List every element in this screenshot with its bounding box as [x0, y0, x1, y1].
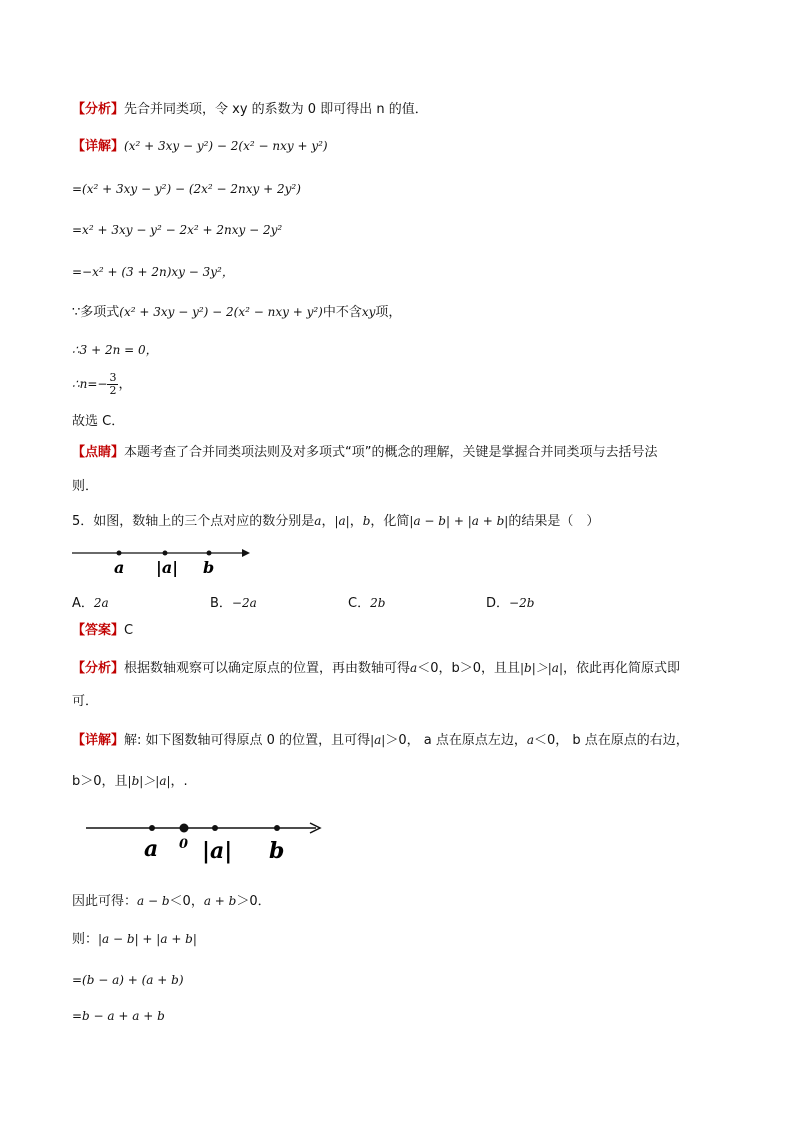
then-line — [72, 930, 197, 949]
detail-step-1: =(x² + 3xy − y²) − (2x² − 2nxy + 2y²) — [72, 182, 301, 196]
numberline1-label-b: b — [203, 558, 215, 577]
choice-c[interactable] — [348, 592, 385, 611]
detail-tag: 【详解】 — [72, 139, 125, 154]
choice-d-label: D． — [486, 596, 510, 611]
answer-tag: 【答案】 — [72, 623, 125, 638]
comment-text-2: 则． — [72, 479, 99, 494]
final-step-2: =b − a + a + b — [72, 1009, 165, 1023]
stem-part-c: 的结果是（ ） — [508, 514, 600, 529]
question-5-stem — [72, 512, 599, 531]
answer-line — [72, 622, 133, 640]
question-expression: |a − b| + |a + b| — [409, 514, 509, 528]
fraction-denominator: 2 — [109, 384, 117, 397]
choice-d[interactable] — [486, 592, 534, 611]
numberline1-label-a: a — [114, 558, 125, 577]
analysis2-var-a: a — [410, 661, 418, 675]
polynomial: (x² + 3xy − y²) − 2(x² − nxy + y²) — [119, 305, 323, 319]
choice-c-label: C． — [348, 596, 371, 611]
choice-d-value: −2b — [509, 596, 535, 610]
numberline2-label-abs-a: |a| — [202, 838, 233, 864]
final-step-1: =(b − a) + (a + b) — [72, 973, 184, 987]
detail2-abs-compare: |b|＞|a| — [127, 774, 171, 788]
hence-line — [72, 892, 271, 911]
detail-step-2: =x² + 3xy − y² − 2x² + 2nxy − 2y² — [72, 223, 283, 237]
then-text: 则： — [72, 932, 99, 947]
choice-b[interactable] — [210, 592, 257, 611]
then-expression: |a − b| + |a + b| — [98, 932, 197, 946]
term-text: 项， — [375, 305, 402, 320]
numberline2-label-zero: 0 — [179, 837, 189, 852]
analysis2-text-c: ＜0，b＞0，且且 — [417, 661, 520, 676]
detail2-abs-a: |a| — [370, 733, 386, 747]
number-line-2 — [86, 814, 326, 868]
stem-part-b: ，化简 — [370, 514, 410, 529]
gt-zero: ＞0． — [236, 894, 271, 909]
detail2-line-1 — [72, 731, 689, 750]
comment-line-1 — [72, 444, 658, 462]
detail2-text2-a: b＞0，且 — [72, 774, 128, 789]
xy-term: xy — [361, 305, 376, 319]
detail2-tag: 【详解】 — [72, 733, 125, 748]
detail-equation: ∴3 + 2n = 0， — [72, 343, 158, 357]
lt-zero: ＜0， — [169, 894, 204, 909]
sep-2: ， — [349, 514, 363, 529]
analysis2-abs-compare: |b|＞|a| — [519, 661, 563, 675]
detail2-text-a: 解: 如下图数轴可得原点 0 的位置，且可得 — [124, 733, 371, 748]
because-text: ∵多项式 — [72, 305, 120, 320]
analysis-tag: 【分析】 — [72, 102, 125, 117]
choice-c-value: 2b — [370, 596, 386, 610]
var-b: b — [362, 514, 371, 528]
analysis2-tag: 【分析】 — [72, 661, 125, 676]
detail2-text2-c: ，. — [170, 774, 188, 789]
analysis-line-1 — [72, 101, 428, 119]
detail-condition — [72, 303, 401, 322]
detail2-text-c: ＞0， a 点在原点左边， — [385, 733, 527, 748]
detail2-text-e: ＜0， b 点在原点的右边， — [534, 733, 689, 748]
stem-part-a: 5．如图，数轴上的三个点对应的数分别是 — [72, 514, 315, 529]
result-comma: ， — [118, 377, 132, 392]
a-plus-b: a + b — [203, 894, 237, 908]
detail-result — [72, 372, 132, 397]
analysis2-text-a: 根据数轴观察可以确定原点的位置，再由数轴可得 — [124, 661, 411, 676]
not-contain-text: 中不含 — [322, 305, 362, 320]
detail2-line-2 — [72, 772, 188, 791]
detail-expression: (x² + 3xy − y²) − 2(x² − nxy + y²) — [124, 139, 328, 153]
numberline2-label-a: a — [144, 836, 159, 862]
fraction-numerator: 3 — [109, 371, 117, 384]
detail-choice: 故选 C． — [72, 414, 125, 429]
numberline1-label-abs-a: |a| — [156, 558, 179, 577]
analysis-text: 先合并同类项，令 xy 的系数为 0 即可得出 n 的值． — [124, 102, 428, 117]
choice-b-value: −2a — [231, 596, 257, 610]
a-minus-b: a − b — [137, 894, 170, 908]
number-line-1 — [72, 540, 252, 580]
analysis2-text-e: ，依此再化简原式即 — [563, 661, 681, 676]
comment-tag: 【点睛】 — [72, 445, 125, 460]
detail2-var-a: a — [526, 733, 534, 747]
answer-value: C — [124, 623, 134, 638]
detail-line-1 — [72, 137, 328, 156]
fraction — [107, 372, 118, 397]
var-a: a — [314, 514, 322, 528]
hence-text: 因此可得： — [72, 894, 138, 909]
sep-1: ， — [321, 514, 335, 529]
analysis2-line-2: 可． — [72, 694, 99, 709]
detail-step-3: =−x² + (3 + 2n)xy − 3y²， — [72, 265, 234, 279]
comment-text-1: 本题考查了合并同类项法则及对多项式“项”的概念的理解，关键是掌握合并同类项与去括号法 — [124, 445, 658, 460]
analysis2-line-1 — [72, 659, 680, 678]
choice-b-label: B． — [210, 596, 232, 611]
n-equals: ∴n=− — [72, 377, 108, 391]
choice-a-value: 2a — [93, 596, 109, 610]
var-abs-a: |a| — [334, 514, 350, 528]
choice-a[interactable] — [72, 592, 109, 611]
choice-a-label: A． — [72, 596, 94, 611]
numberline2-label-b: b — [269, 838, 285, 864]
